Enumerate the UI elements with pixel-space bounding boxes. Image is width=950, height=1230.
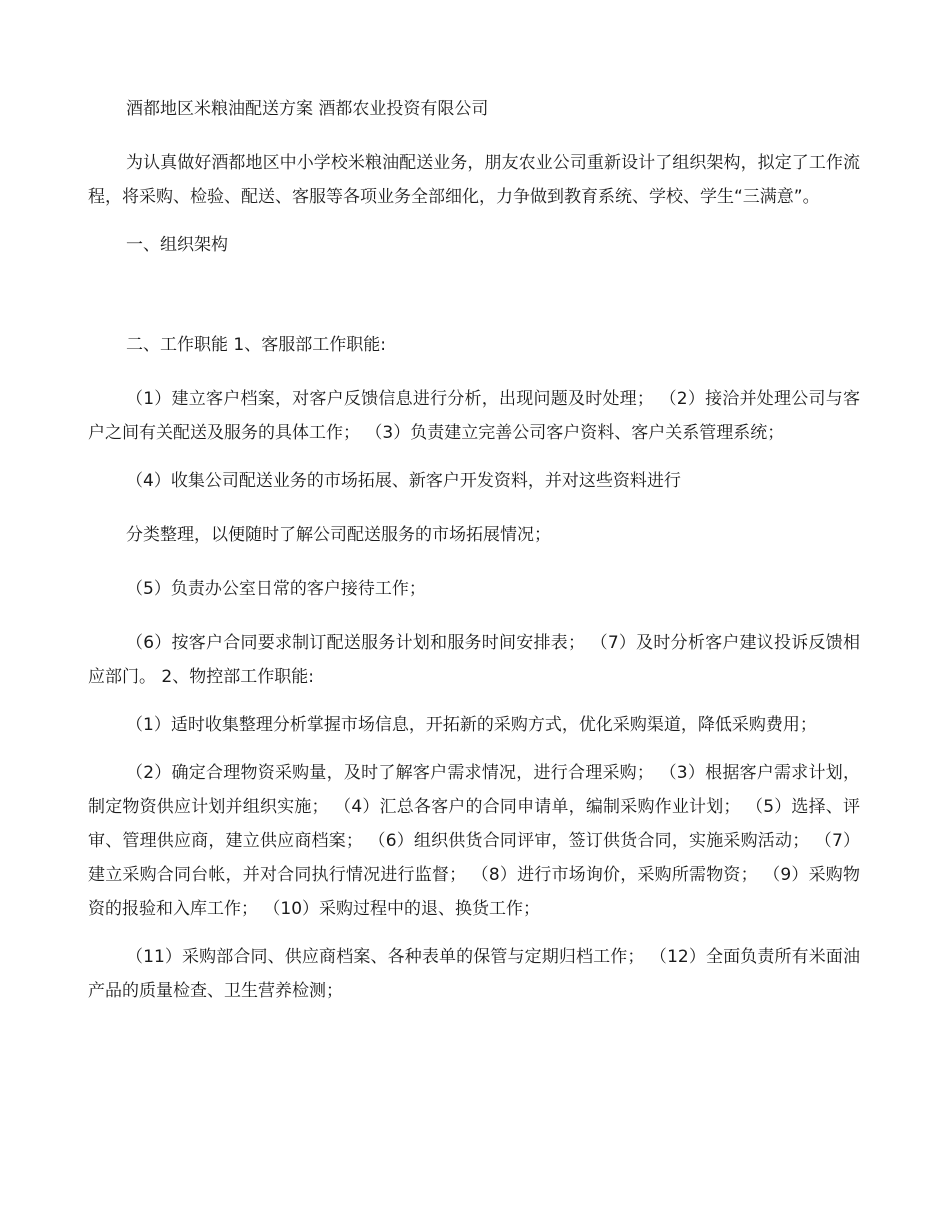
paragraph-1: （1）建立客户档案，对客户反馈信息进行分析，出现问题及时处理； （2）接洽并处理公司与客户之间有关配送及服务的具体工作； （3）负责建立完善公司客户资料、客户关系管理系统； <box>88 389 860 443</box>
paragraph-5: （6）按客户合同要求制订配送服务计划和服务时间安排表； （7）及时分析客户建议投诉反馈相应部门。 2、物控部工作职能: <box>88 633 860 687</box>
section-heading-functions: 二、工作职能 1、客服部工作职能: <box>126 335 386 355</box>
intro-paragraph: 为认真做好酒都地区中小学校米粮油配送业务，朋友农业公司重新设计了组织架构，拟定了工作流程，将采购、检验、配送、客服等各项业务全部细化，力争做到教育系统、学校、学生“三满意”。 <box>88 153 860 207</box>
document-title-line: 酒都地区米粮油配送方案 酒都农业投资有限公司 <box>126 99 489 119</box>
paragraph-8: （11）采购部合同、供应商档案、各种表单的保管与定期归档工作； （12）全面负责所有米面油产品的质量检查、卫生营养检测； <box>88 947 860 1001</box>
section-heading-organization: 一、组织架构 <box>126 235 228 255</box>
paragraph-2: （4）收集公司配送业务的市场拓展、新客户开发资料，并对这些资料进行 <box>126 471 681 491</box>
org-chart-placeholder <box>88 282 860 328</box>
paragraph-7: （2）确定合理物资采购量，及时了解客户需求情况，进行合理采购； （3）根据客户需求计划，制定物资供应计划并组织实施； （4）汇总各客户的合同申请单，编制采购作业计划； （5）选择、评审、管理供应商，建立供应商档案； （6）组织供货合同评审，签订供货合同，实施采购活动； （7）建立采购合同台帐，并对合同执行情况进行监督； （8）进行市场询价，采购所需物资； （9）采购物资的报验和入库工作； （10）采购过程中的退、换货工作； <box>88 763 860 919</box>
paragraph-6: （1）适时收集整理分析掌握市场信息，开拓新的采购方式，优化采购渠道，降低采购费用； <box>126 715 817 735</box>
paragraph-4: （5）负责办公室日常的客户接待工作； <box>126 579 426 599</box>
paragraph-3: 分类整理，以便随时了解公司配送服务的市场拓展情况； <box>126 525 551 545</box>
